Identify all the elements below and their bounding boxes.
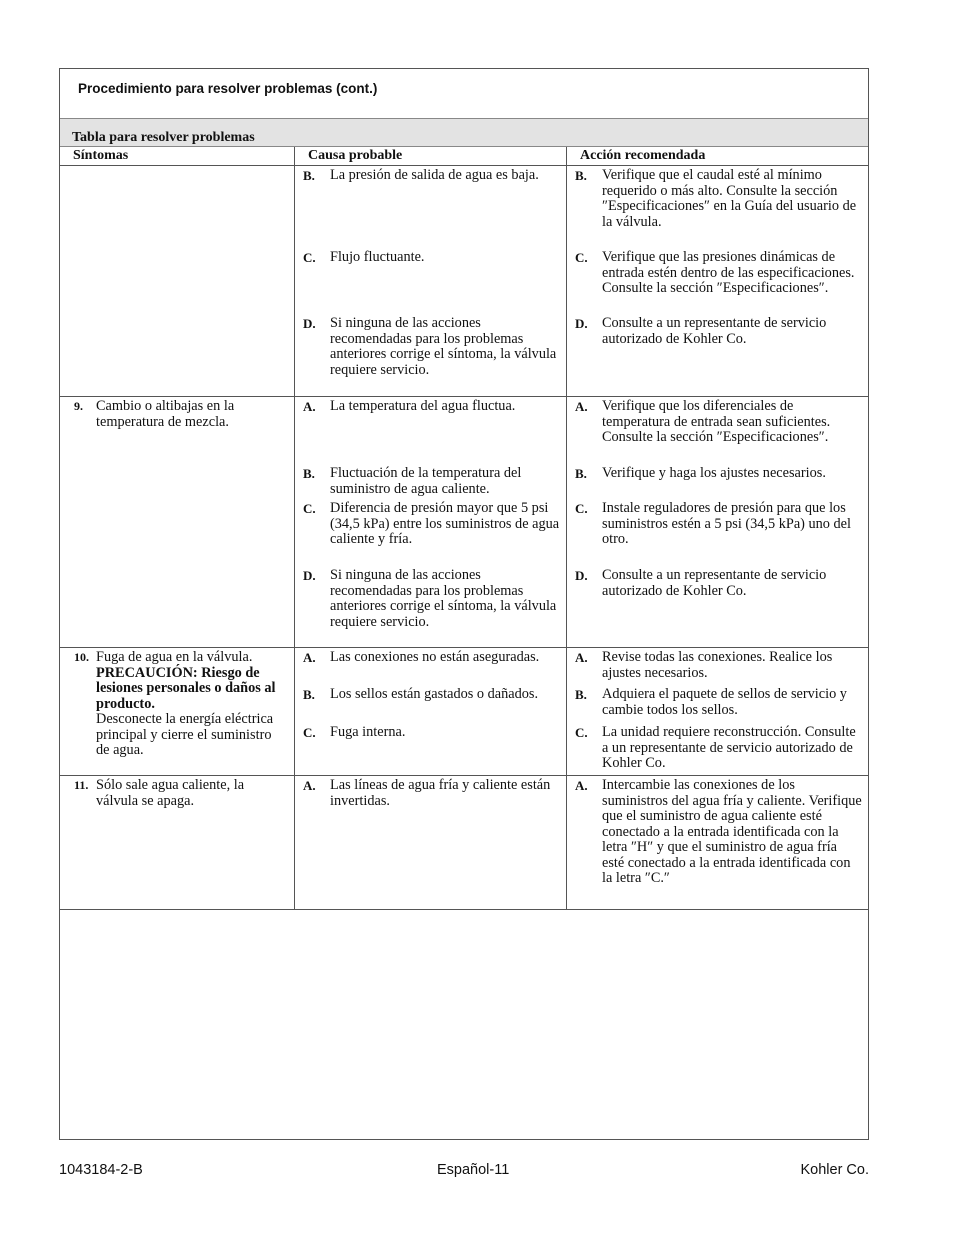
troubleshooting-table	[60, 118, 868, 910]
cause-text: Diferencia de presión mayor que 5 psi (34,5 kPa) entre los suministros de agua caliente y fría.	[330, 500, 560, 547]
symptom-text: Cambio o altibajas en la temperatura de mezcla.	[96, 398, 235, 430]
action-label: C.	[575, 501, 588, 516]
cause-item	[303, 687, 560, 725]
action-label: A.	[575, 399, 588, 414]
action-label: B.	[575, 168, 587, 183]
header-cause: Causa probable	[295, 147, 567, 165]
section-title: Procedimiento para resolver problemas (cont.)	[78, 81, 378, 96]
symptom-number: 11.	[74, 778, 89, 792]
page-frame	[59, 68, 869, 1140]
action-item	[575, 316, 862, 347]
action-text: Consulte a un representante de servicio autorizado de Kohler Co.	[602, 567, 827, 599]
action-text: Verifique y haga los ajustes necesarios.	[602, 465, 826, 481]
cause-label: A.	[303, 399, 316, 414]
cause-label: D.	[303, 568, 316, 583]
symptom-cell	[60, 648, 295, 775]
cause-label: A.	[303, 778, 316, 793]
footer-page-number: Español-11	[437, 1162, 510, 1178]
action-label: D.	[575, 568, 588, 583]
action-item	[575, 687, 862, 725]
symptom-cell	[60, 776, 295, 909]
action-text: Instale reguladores de presión para que los suministros estén a 5 psi (34,5 kPa) uno del otro.	[602, 500, 851, 547]
action-label: B.	[575, 466, 587, 481]
action-item	[575, 568, 862, 599]
action-label: B.	[575, 687, 587, 702]
table-header	[60, 147, 868, 166]
action-item	[575, 725, 862, 772]
cause-text: Las conexiones no están aseguradas.	[330, 649, 540, 665]
footer-doc-number: 1043184-2-B	[59, 1162, 143, 1178]
cause-item	[303, 778, 560, 809]
symptom-item	[68, 778, 288, 809]
cause-label: C.	[303, 501, 316, 516]
action-text: Adquiera el paquete de sellos de servicio y cambie todos los sellos.	[602, 686, 847, 718]
action-text: Verifique que las presiones dinámicas de entrada estén dentro de las especificaciones. Consulte la sección ″Especificaciones″.	[602, 249, 855, 296]
action-text: Intercambie las conexiones de los suministros del agua fría y caliente. Verifique que el suministro de agua caliente esté conectado a la entrada identificada con la letra ″H″ y que el suministro de agua fría esté conectado a la entrada identificada con la letra ″C.″	[602, 777, 862, 886]
action-item	[575, 778, 862, 887]
table-caption: Tabla para resolver problemas	[60, 118, 868, 147]
cause-text: Flujo fluctuante.	[330, 249, 425, 265]
symptom-item	[68, 650, 288, 759]
symptom-instruction: Desconecte la energía eléctrica principal y cierre el suministro de agua.	[96, 711, 274, 758]
symptom-text-block	[96, 650, 288, 759]
action-cell	[567, 166, 868, 396]
action-cell	[567, 397, 868, 647]
footer-company: Kohler Co.	[800, 1162, 869, 1178]
cause-label: D.	[303, 316, 316, 331]
cause-label: A.	[303, 650, 316, 665]
table-row	[60, 166, 868, 397]
cause-text: Si ninguna de las acciones recomendadas para los problemas anteriores corrige el síntoma, la válvula requiere servicio.	[330, 567, 557, 630]
action-item	[575, 466, 862, 501]
cause-text: Si ninguna de las acciones recomendadas para los problemas anteriores corrige el síntoma, la válvula requiere servicio.	[330, 315, 557, 378]
symptom-cell	[60, 397, 295, 647]
cause-cell	[295, 776, 567, 909]
cause-item	[303, 466, 560, 501]
cause-item	[303, 399, 560, 466]
cause-label: C.	[303, 250, 316, 265]
cause-cell	[295, 648, 567, 775]
cause-label: C.	[303, 725, 316, 740]
cause-text: La temperatura del agua fluctua.	[330, 398, 516, 414]
cause-label: B.	[303, 466, 315, 481]
action-label: A.	[575, 778, 588, 793]
cause-item	[303, 316, 560, 378]
action-item	[575, 650, 862, 687]
action-text: Consulte a un representante de servicio autorizado de Kohler Co.	[602, 315, 827, 347]
cause-cell	[295, 397, 567, 647]
action-label: C.	[575, 725, 588, 740]
action-text: Verifique que los diferenciales de temperatura de entrada sean suficientes. Consulte la sección ″Especificaciones″.	[602, 398, 831, 445]
cause-text: Las líneas de agua fría y caliente están invertidas.	[330, 777, 551, 809]
action-cell	[567, 648, 868, 775]
action-item	[575, 501, 862, 568]
table-row	[60, 776, 868, 910]
cause-item	[303, 725, 560, 741]
symptom-number: 9.	[74, 399, 83, 413]
symptom-cell	[60, 166, 295, 396]
action-text: Verifique que el caudal esté al mínimo requerido o más alto. Consulte la sección ″Especificaciones″ en la Guía del usuario de la válvula.	[602, 167, 857, 230]
caution-text: PRECAUCIÓN: Riesgo de lesiones personales o daños al producto.	[96, 664, 276, 712]
action-text: La unidad requiere reconstrucción. Consulte a un representante de servicio autorizado de Kohler Co.	[602, 724, 856, 771]
action-label: A.	[575, 650, 588, 665]
cause-item	[303, 568, 560, 630]
symptom-text: Sólo sale agua caliente, la válvula se apaga.	[96, 777, 245, 809]
cause-label: B.	[303, 168, 315, 183]
symptom-number: 10.	[74, 650, 89, 664]
symptom-text: Fuga de agua en la válvula.	[96, 649, 253, 665]
cause-text: Fluctuación de la temperatura del suministro de agua caliente.	[330, 465, 522, 497]
action-item	[575, 168, 862, 250]
cause-item	[303, 168, 560, 250]
action-item	[575, 399, 862, 466]
cause-item	[303, 650, 560, 687]
cause-item	[303, 250, 560, 316]
table-row	[60, 397, 868, 648]
action-label: C.	[575, 250, 588, 265]
cause-item	[303, 501, 560, 568]
table-row	[60, 648, 868, 776]
cause-text: Fuga interna.	[330, 724, 406, 740]
cause-cell	[295, 166, 567, 396]
action-item	[575, 250, 862, 316]
header-symptoms: Síntomas	[60, 147, 295, 165]
cause-text: Los sellos están gastados o dañados.	[330, 686, 539, 702]
action-label: D.	[575, 316, 588, 331]
symptom-item	[68, 399, 288, 430]
action-cell	[567, 776, 868, 909]
header-action: Acción recomendada	[580, 148, 706, 163]
cause-text: La presión de salida de agua es baja.	[330, 167, 539, 183]
action-text: Revise todas las conexiones. Realice los ajustes necesarios.	[602, 649, 833, 681]
cause-label: B.	[303, 687, 315, 702]
